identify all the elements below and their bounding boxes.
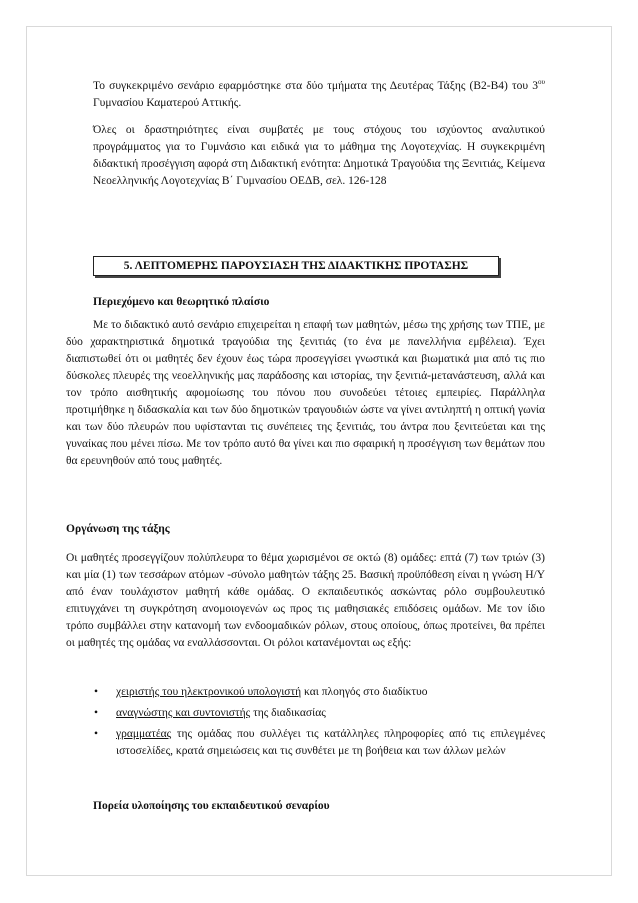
roles-list	[94, 684, 545, 764]
organization-paragraph: Οι μαθητές προσεγγίζουν πολύπλευρα το θέμα χωρισμένοι σε οκτώ (8) ομάδες: επτά (7) των τριών (3) και μία (1) των τεσσάρων ατόμων -σύνολο μαθητών τάξης 25. Βασική προϋπόθεση είναι η γνώση Η/Υ από έναν τουλάχιστον μαθητή κάθε ομάδας. Ο εκπαιδευτικός ασκώντας ρόλο συμβουλευτικό επιτυγχάνει τη συγκρότηση ανομοιογενών ως προς τις μαθησιακές επιδόσεις ομάδων. Με τον ίδιο τρόπο συμβάλλει στην κατανομή των ενδοομαδικών ρόλων, στους οποίους, όπως προτείνει, θα πρέπει οι μαθητές της ομάδας να εναλλάσσονται. Οι ρόλοι κατανέμονται ως εξής:	[66, 552, 545, 649]
intro-section	[93, 74, 545, 190]
section-heading: 5. ΛΕΠΤΟΜΕΡΗΣ ΠΑΡΟΥΣΙΑΣΗ ΤΗΣ ΔΙΔΑΚΤΙΚΗΣ ΠΡΟΤΑΣΗΣ	[93, 256, 499, 276]
list-item: • αναγνώστης και συντονιστής της διαδικασίας	[94, 705, 545, 722]
list-item: • γραμματέας της ομάδας που συλλέγει τις κατάλληλες πληροφορίες από τις επιλεγμένες ιστοσελίδες, κρατά σημειώσεις και τις συνθέτει με τη βοήθεια και των άλλων μελών	[94, 728, 545, 757]
content-subheading: Περιεχόμενο και θεωρητικό πλαίσιο	[93, 296, 270, 308]
bullet-icon: •	[94, 686, 99, 698]
course-subheading: Πορεία υλοποίησης του εκπαιδευτικού σεναρίου	[93, 800, 330, 812]
intro-paragraph-2: Όλες οι δραστηριότητες είναι συμβατές με τους στόχους του ισχύοντος αναλυτικού προγράμματος για το Γυμνάσιο και ειδικά για το μάθημα της Λογοτεχνίας. Η συγκεκριμένη διδακτική προσέγγιση αφορά στη Διδακτική ενότητα: Δημοτικά Τραγούδια της Ξενιτιάς, Κείμενα Νεοελληνικής Λογοτεχνίας Β΄ Γυμνασίου ΟΕΔΒ, σελ. 126-128	[93, 123, 545, 187]
intro-paragraph-1: Το συγκεκριμένο σενάριο εφαρμόστηκε στα δύο τμήματα της Δευτέρας Τάξης (Β2-Β4) του $3^{o\upsilon}$ Γυμνασίου Καματερού Αττικής.	[93, 78, 545, 109]
content-paragraph: Με το διδακτικό αυτό σενάριο επιχειρείται η επαφή των μαθητών, μέσω της χρήσης των ΤΠΕ, με δύο χαρακτηριστικά δημοτικά τραγούδια της ξενιτιάς (το ένα με πανελλήνια εμβέλεια). Έχει διαπιστωθεί ότι οι μαθητές δεν έχουν έως τώρα προσεγγίσει γνωστικά και βιωματικά μια από τις πιο δύσκολες πλευρές της νεοελληνικής μας παράδοσης και ιστορίας, την ξενιτιά-μετανάστευση, αλλά και τον τρόπο αισθητικής αφομοίωσης του πόνου που συνοδεύει τέτοιες εμπειρίες. Παράλληλα προτιμήθηκε η διδασκαλία και των δύο δημοτικών τραγουδιών ώστε να γίνει αντιληπτή η οπτική γωνία και των δύο πλευρών που υφίστανται τις συνέπειες της ξενιτιάς, του άντρα που ξενιτεύεται και της γυναίκας που μένει πίσω. Με τον τρόπο αυτό θα γίνει και πιο σφαιρική η προσέγγιση των θεμάτων που θα ερευνηθούν από τους μαθητές.	[66, 319, 545, 467]
organization-subheading: Οργάνωση της τάξης	[66, 523, 170, 535]
bullet-icon: •	[94, 707, 99, 719]
list-item: • χειριστής του ηλεκτρονικού υπολογιστή και πλοηγός στο διαδίκτυο	[94, 684, 545, 701]
bullet-icon: •	[94, 728, 99, 740]
